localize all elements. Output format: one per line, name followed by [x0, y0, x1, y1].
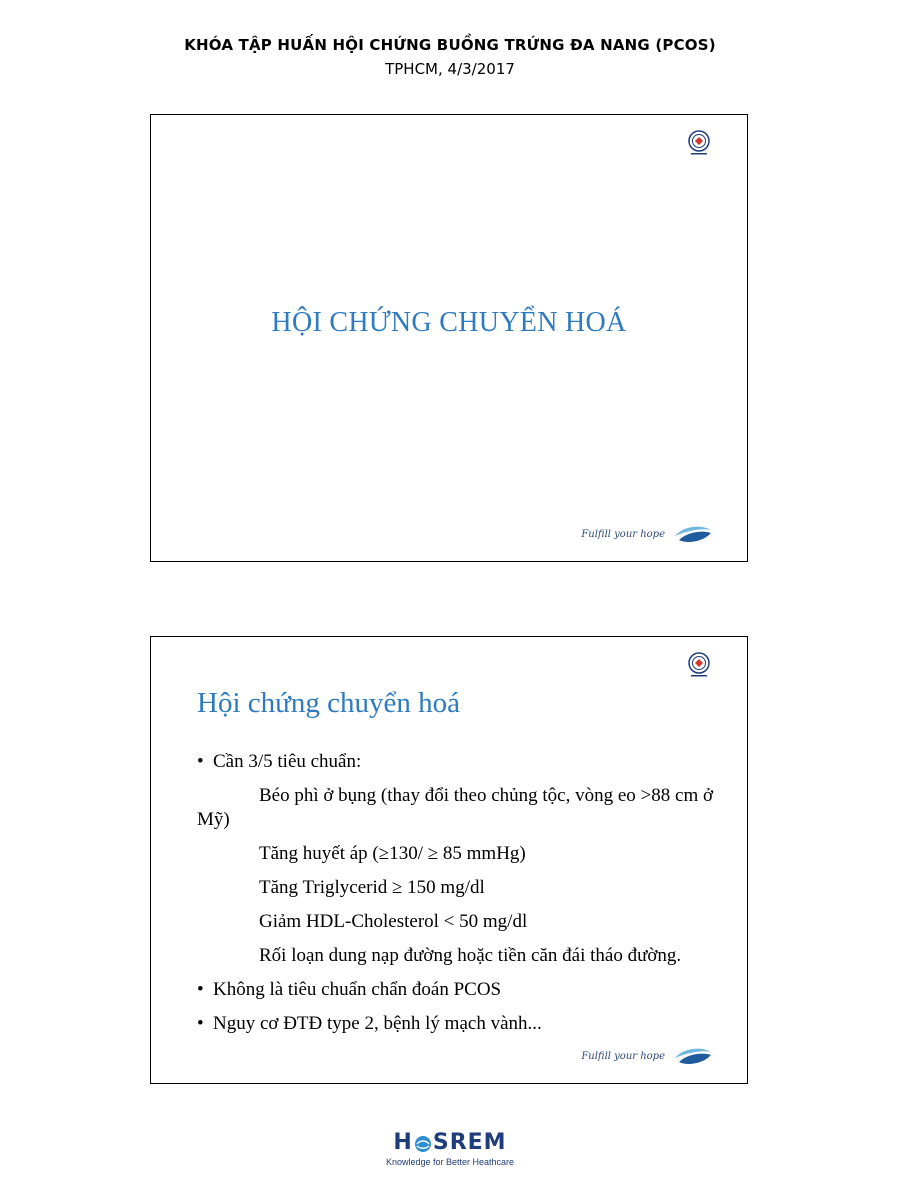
criterion-item: Tăng Triglycerid ≥ 150 mg/dl [259, 877, 485, 898]
slide-title: HỘI CHỨNG CHUYỂN HOÁ [271, 307, 627, 338]
criterion-item: Giảm HDL-Cholesterol < 50 mg/dl [259, 911, 528, 932]
document-title: KHÓA TẬP HUẤN HỘI CHỨNG BUỒNG TRỨNG ĐA NANG (PCOS) [184, 36, 716, 54]
criterion-item: Rối loạn dung nạp đường hoặc tiền căn đái tháo đường. [259, 945, 682, 966]
slide-body [197, 750, 717, 1046]
bullet-item: • Cần 3/5 tiêu chuẩn: [197, 750, 717, 774]
leaf-logo-icon [673, 524, 713, 544]
slide-tagline [581, 521, 713, 547]
page-header [0, 36, 900, 78]
criterion-item: Béo phì ở bụng (thay đổi theo chủng tộc, vòng eo >88 cm ở Mỹ) [197, 785, 714, 830]
brand-slogan: Knowledge for Better Heathcare [385, 1157, 515, 1167]
slide-1 [150, 114, 748, 562]
bullet-item: • Không là tiêu chuẩn chẩn đoán PCOS [197, 978, 717, 1002]
leaf-logo-icon [673, 1046, 713, 1066]
institution-seal-icon [686, 129, 712, 157]
brand-wordmark [393, 1130, 506, 1155]
slide-2 [150, 636, 748, 1084]
brand-globe-icon [414, 1134, 432, 1152]
brand-text-left: H [393, 1130, 413, 1155]
tagline-text: Fulfill your hope [581, 1050, 665, 1062]
criterion-item: Tăng huyết áp (≥130/ ≥ 85 mmHg) [259, 843, 526, 864]
bullet-item: • Nguy cơ ĐTĐ type 2, bệnh lý mạch vành... [197, 1012, 717, 1036]
slide-heading: Hội chứng chuyển hoá [197, 687, 460, 719]
slide-tagline [581, 1043, 713, 1069]
document-subtitle: TPHCM, 4/3/2017 [385, 60, 515, 78]
brand-text-right: SREM [432, 1130, 507, 1155]
footer-logo [0, 1130, 900, 1167]
institution-seal-icon [686, 651, 712, 679]
tagline-text: Fulfill your hope [581, 528, 665, 540]
